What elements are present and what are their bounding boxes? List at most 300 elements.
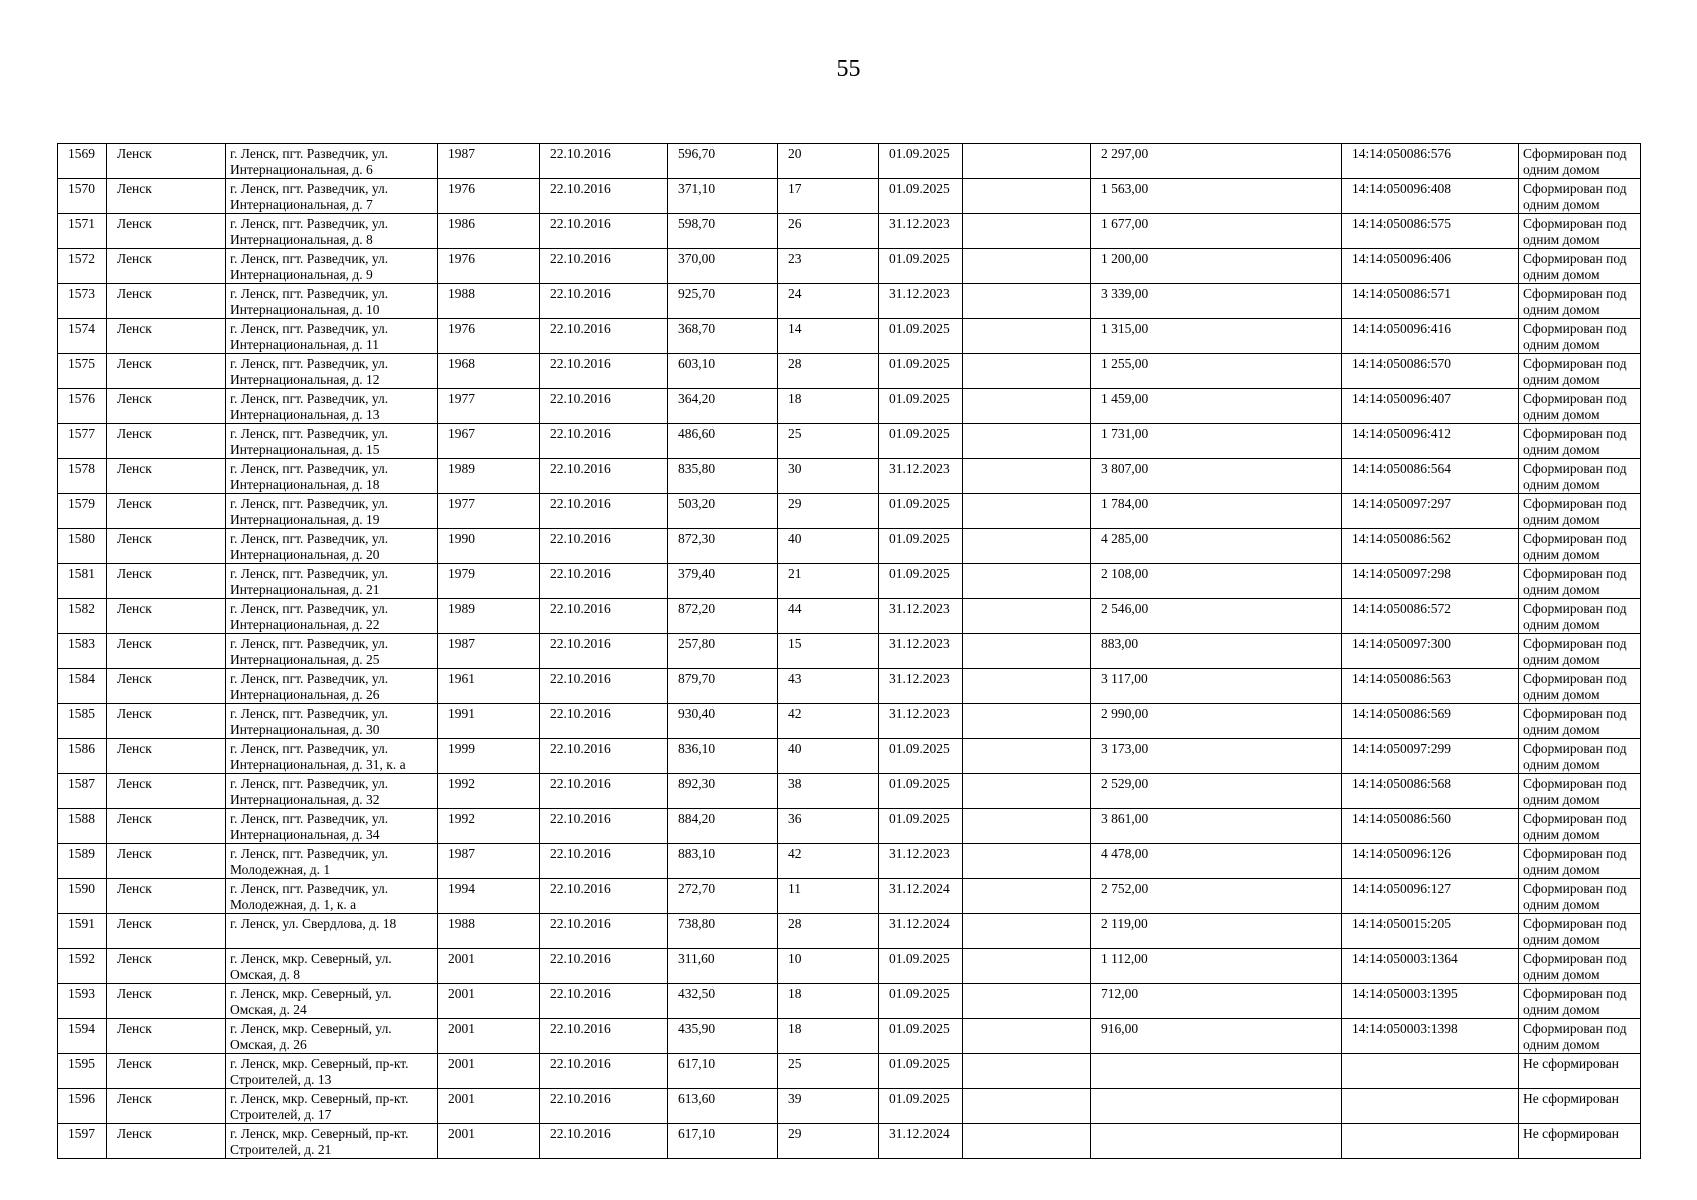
cell-cadastral-number: 14:14:050086:572	[1342, 599, 1519, 634]
cell-row-number: 1574	[58, 319, 107, 354]
cell-empty-column	[963, 1124, 1091, 1159]
cell-build-year: 1961	[438, 669, 540, 704]
cell-build-year: 2001	[438, 949, 540, 984]
cell-row-number: 1572	[58, 249, 107, 284]
cell-date: 22.10.2016	[540, 529, 668, 564]
table-row	[58, 144, 1641, 179]
cell-land-area: 1 731,00	[1091, 424, 1342, 459]
cell-area: 257,80	[668, 634, 778, 669]
cell-address: г. Ленск, пгт. Разведчик, ул. Интернациональная, д. 19	[226, 494, 438, 529]
cell-count: 36	[778, 809, 879, 844]
cell-build-year: 1986	[438, 214, 540, 249]
cell-area: 872,20	[668, 599, 778, 634]
cell-row-number: 1592	[58, 949, 107, 984]
table-row	[58, 389, 1641, 424]
cell-land-area: 2 752,00	[1091, 879, 1342, 914]
cell-address: г. Ленск, мкр. Северный, ул. Омская, д. 24	[226, 984, 438, 1019]
cell-date: 22.10.2016	[540, 669, 668, 704]
cell-deadline-date: 01.09.2025	[879, 389, 963, 424]
cell-cadastral-number	[1342, 1089, 1519, 1124]
cell-build-year: 1989	[438, 459, 540, 494]
cell-deadline-date: 01.09.2025	[879, 1019, 963, 1054]
cell-row-number: 1585	[58, 704, 107, 739]
cell-land-area: 4 285,00	[1091, 529, 1342, 564]
cell-area: 486,60	[668, 424, 778, 459]
cell-date: 22.10.2016	[540, 844, 668, 879]
cell-build-year: 2001	[438, 1054, 540, 1089]
cell-empty-column	[963, 809, 1091, 844]
table-row	[58, 949, 1641, 984]
cell-city: Ленск	[107, 1089, 226, 1124]
cell-area: 883,10	[668, 844, 778, 879]
cell-deadline-date: 31.12.2024	[879, 879, 963, 914]
cell-area: 379,40	[668, 564, 778, 599]
cell-date: 22.10.2016	[540, 704, 668, 739]
cell-area: 596,70	[668, 144, 778, 179]
cell-land-area: 3 861,00	[1091, 809, 1342, 844]
cell-city: Ленск	[107, 249, 226, 284]
cell-build-year: 1967	[438, 424, 540, 459]
cell-cadastral-number: 14:14:050096:408	[1342, 179, 1519, 214]
cell-cadastral-number: 14:14:050003:1398	[1342, 1019, 1519, 1054]
table-row	[58, 319, 1641, 354]
cell-land-area: 1 784,00	[1091, 494, 1342, 529]
table-row	[58, 739, 1641, 774]
cell-date: 22.10.2016	[540, 389, 668, 424]
cell-city: Ленск	[107, 844, 226, 879]
cell-address: г. Ленск, мкр. Северный, ул. Омская, д. 8	[226, 949, 438, 984]
cell-empty-column	[963, 984, 1091, 1019]
cell-cadastral-number: 14:14:050086:560	[1342, 809, 1519, 844]
cell-land-area: 1 255,00	[1091, 354, 1342, 389]
cell-land-area: 3 339,00	[1091, 284, 1342, 319]
cell-address: г. Ленск, пгт. Разведчик, ул. Интернациональная, д. 18	[226, 459, 438, 494]
cell-land-area	[1091, 1089, 1342, 1124]
cell-address: г. Ленск, мкр. Северный, ул. Омская, д. 26	[226, 1019, 438, 1054]
cell-date: 22.10.2016	[540, 599, 668, 634]
cell-area: 370,00	[668, 249, 778, 284]
cell-empty-column	[963, 879, 1091, 914]
cell-land-area	[1091, 1124, 1342, 1159]
cell-land-status: Не сформирован	[1519, 1124, 1641, 1159]
cell-city: Ленск	[107, 1019, 226, 1054]
cell-count: 23	[778, 249, 879, 284]
cell-land-status: Сформирован под одним домом	[1519, 214, 1641, 249]
cell-count: 26	[778, 214, 879, 249]
cell-land-area	[1091, 1054, 1342, 1089]
cell-land-status: Не сформирован	[1519, 1054, 1641, 1089]
cell-count: 29	[778, 494, 879, 529]
cell-city: Ленск	[107, 774, 226, 809]
cell-build-year: 1979	[438, 564, 540, 599]
table-row	[58, 284, 1641, 319]
cell-empty-column	[963, 774, 1091, 809]
cell-row-number: 1587	[58, 774, 107, 809]
cell-address: г. Ленск, пгт. Разведчик, ул. Молодежная, д. 1, к. а	[226, 879, 438, 914]
cell-area: 884,20	[668, 809, 778, 844]
cell-build-year: 1976	[438, 319, 540, 354]
cell-address: г. Ленск, пгт. Разведчик, ул. Интернациональная, д. 8	[226, 214, 438, 249]
cell-empty-column	[963, 284, 1091, 319]
cell-row-number: 1582	[58, 599, 107, 634]
table-body	[58, 144, 1641, 1159]
cell-city: Ленск	[107, 389, 226, 424]
cell-build-year: 1994	[438, 879, 540, 914]
cell-area: 603,10	[668, 354, 778, 389]
cell-deadline-date: 01.09.2025	[879, 179, 963, 214]
cell-land-status: Сформирован под одним домом	[1519, 739, 1641, 774]
cell-cadastral-number: 14:14:050097:299	[1342, 739, 1519, 774]
table-row	[58, 984, 1641, 1019]
cell-land-area: 2 119,00	[1091, 914, 1342, 949]
cell-count: 20	[778, 144, 879, 179]
cell-date: 22.10.2016	[540, 634, 668, 669]
cell-row-number: 1578	[58, 459, 107, 494]
cell-deadline-date: 01.09.2025	[879, 494, 963, 529]
cell-date: 22.10.2016	[540, 774, 668, 809]
cell-date: 22.10.2016	[540, 1054, 668, 1089]
cell-deadline-date: 31.12.2024	[879, 914, 963, 949]
cell-empty-column	[963, 704, 1091, 739]
cell-build-year: 1987	[438, 144, 540, 179]
cell-build-year: 1999	[438, 739, 540, 774]
cell-empty-column	[963, 179, 1091, 214]
cell-cadastral-number: 14:14:050086:576	[1342, 144, 1519, 179]
cell-count: 15	[778, 634, 879, 669]
cell-area: 503,20	[668, 494, 778, 529]
cell-land-status: Сформирован под одним домом	[1519, 774, 1641, 809]
cell-deadline-date: 31.12.2023	[879, 599, 963, 634]
cell-build-year: 1988	[438, 284, 540, 319]
table-row	[58, 669, 1641, 704]
cell-land-status: Сформирован под одним домом	[1519, 319, 1641, 354]
cell-empty-column	[963, 564, 1091, 599]
cell-city: Ленск	[107, 879, 226, 914]
cell-land-area: 916,00	[1091, 1019, 1342, 1054]
cell-cadastral-number: 14:14:050015:205	[1342, 914, 1519, 949]
cell-land-status: Сформирован под одним домом	[1519, 284, 1641, 319]
cell-row-number: 1571	[58, 214, 107, 249]
cell-area: 617,10	[668, 1124, 778, 1159]
cell-land-status: Сформирован под одним домом	[1519, 599, 1641, 634]
cell-date: 22.10.2016	[540, 1089, 668, 1124]
cell-date: 22.10.2016	[540, 354, 668, 389]
cell-date: 22.10.2016	[540, 809, 668, 844]
cell-deadline-date: 01.09.2025	[879, 1054, 963, 1089]
cell-city: Ленск	[107, 669, 226, 704]
cell-row-number: 1589	[58, 844, 107, 879]
cell-build-year: 1968	[438, 354, 540, 389]
cell-row-number: 1586	[58, 739, 107, 774]
cell-address: г. Ленск, пгт. Разведчик, ул. Интернациональная, д. 7	[226, 179, 438, 214]
cell-deadline-date: 31.12.2024	[879, 1124, 963, 1159]
cell-count: 18	[778, 389, 879, 424]
cell-empty-column	[963, 1019, 1091, 1054]
cell-cadastral-number	[1342, 1124, 1519, 1159]
cell-land-status: Сформирован под одним домом	[1519, 564, 1641, 599]
table-row	[58, 634, 1641, 669]
cell-city: Ленск	[107, 739, 226, 774]
cell-empty-column	[963, 424, 1091, 459]
cell-build-year: 1991	[438, 704, 540, 739]
cell-build-year: 1977	[438, 389, 540, 424]
cell-date: 22.10.2016	[540, 564, 668, 599]
cell-count: 10	[778, 949, 879, 984]
cell-count: 40	[778, 739, 879, 774]
cell-empty-column	[963, 1054, 1091, 1089]
cell-city: Ленск	[107, 984, 226, 1019]
cell-city: Ленск	[107, 914, 226, 949]
cell-city: Ленск	[107, 144, 226, 179]
cell-land-area: 1 112,00	[1091, 949, 1342, 984]
cell-count: 21	[778, 564, 879, 599]
cell-empty-column	[963, 739, 1091, 774]
cell-date: 22.10.2016	[540, 424, 668, 459]
cell-land-status: Сформирован под одним домом	[1519, 914, 1641, 949]
cell-land-status: Сформирован под одним домом	[1519, 529, 1641, 564]
cell-row-number: 1593	[58, 984, 107, 1019]
cell-count: 18	[778, 1019, 879, 1054]
cell-area: 892,30	[668, 774, 778, 809]
cell-count: 30	[778, 459, 879, 494]
cell-area: 368,70	[668, 319, 778, 354]
cell-date: 22.10.2016	[540, 1019, 668, 1054]
cell-deadline-date: 01.09.2025	[879, 424, 963, 459]
cell-row-number: 1581	[58, 564, 107, 599]
table-row	[58, 354, 1641, 389]
cell-deadline-date: 01.09.2025	[879, 949, 963, 984]
cell-area: 872,30	[668, 529, 778, 564]
cell-land-area: 2 297,00	[1091, 144, 1342, 179]
table-row	[58, 914, 1641, 949]
cell-date: 22.10.2016	[540, 284, 668, 319]
table-row	[58, 564, 1641, 599]
cell-address: г. Ленск, пгт. Разведчик, ул. Интернациональная, д. 32	[226, 774, 438, 809]
cell-deadline-date: 01.09.2025	[879, 984, 963, 1019]
cell-date: 22.10.2016	[540, 739, 668, 774]
cell-land-area: 883,00	[1091, 634, 1342, 669]
cell-city: Ленск	[107, 1054, 226, 1089]
cell-empty-column	[963, 354, 1091, 389]
cell-empty-column	[963, 319, 1091, 354]
cell-build-year: 1987	[438, 844, 540, 879]
cell-deadline-date: 01.09.2025	[879, 774, 963, 809]
cell-row-number: 1597	[58, 1124, 107, 1159]
cell-area: 613,60	[668, 1089, 778, 1124]
cell-row-number: 1576	[58, 389, 107, 424]
cell-empty-column	[963, 914, 1091, 949]
cell-date: 22.10.2016	[540, 249, 668, 284]
cell-cadastral-number: 14:14:050086:564	[1342, 459, 1519, 494]
table-row	[58, 1019, 1641, 1054]
cell-empty-column	[963, 214, 1091, 249]
cell-city: Ленск	[107, 319, 226, 354]
register-table	[57, 143, 1641, 1159]
cell-cadastral-number: 14:14:050086:568	[1342, 774, 1519, 809]
cell-build-year: 1990	[438, 529, 540, 564]
cell-row-number: 1570	[58, 179, 107, 214]
cell-cadastral-number: 14:14:050096:412	[1342, 424, 1519, 459]
cell-area: 930,40	[668, 704, 778, 739]
cell-land-status: Сформирован под одним домом	[1519, 459, 1641, 494]
cell-row-number: 1575	[58, 354, 107, 389]
cell-row-number: 1569	[58, 144, 107, 179]
cell-deadline-date: 01.09.2025	[879, 809, 963, 844]
cell-build-year: 1977	[438, 494, 540, 529]
cell-build-year: 1976	[438, 179, 540, 214]
cell-build-year: 2001	[438, 1124, 540, 1159]
cell-cadastral-number: 14:14:050086:575	[1342, 214, 1519, 249]
cell-land-area: 3 807,00	[1091, 459, 1342, 494]
cell-address: г. Ленск, пгт. Разведчик, ул. Интернациональная, д. 34	[226, 809, 438, 844]
cell-row-number: 1579	[58, 494, 107, 529]
table-row	[58, 424, 1641, 459]
table-row	[58, 459, 1641, 494]
cell-cadastral-number: 14:14:050096:416	[1342, 319, 1519, 354]
cell-address: г. Ленск, мкр. Северный, пр-кт. Строителей, д. 13	[226, 1054, 438, 1089]
cell-land-status: Сформирован под одним домом	[1519, 879, 1641, 914]
cell-row-number: 1583	[58, 634, 107, 669]
cell-land-area: 712,00	[1091, 984, 1342, 1019]
table-row	[58, 774, 1641, 809]
cell-deadline-date: 31.12.2023	[879, 704, 963, 739]
cell-city: Ленск	[107, 564, 226, 599]
cell-city: Ленск	[107, 704, 226, 739]
cell-land-status: Сформирован под одним домом	[1519, 984, 1641, 1019]
cell-address: г. Ленск, мкр. Северный, пр-кт. Строителей, д. 17	[226, 1089, 438, 1124]
cell-address: г. Ленск, пгт. Разведчик, ул. Интернациональная, д. 25	[226, 634, 438, 669]
cell-row-number: 1594	[58, 1019, 107, 1054]
cell-city: Ленск	[107, 1124, 226, 1159]
cell-cadastral-number: 14:14:050086:571	[1342, 284, 1519, 319]
cell-cadastral-number: 14:14:050097:298	[1342, 564, 1519, 599]
cell-city: Ленск	[107, 354, 226, 389]
cell-land-status: Сформирован под одним домом	[1519, 249, 1641, 284]
cell-date: 22.10.2016	[540, 1124, 668, 1159]
cell-deadline-date: 31.12.2023	[879, 214, 963, 249]
cell-land-area: 3 117,00	[1091, 669, 1342, 704]
table-row	[58, 1054, 1641, 1089]
cell-deadline-date: 01.09.2025	[879, 144, 963, 179]
cell-empty-column	[963, 1089, 1091, 1124]
cell-row-number: 1577	[58, 424, 107, 459]
cell-deadline-date: 01.09.2025	[879, 354, 963, 389]
table-row	[58, 249, 1641, 284]
cell-land-area: 2 108,00	[1091, 564, 1342, 599]
cell-count: 11	[778, 879, 879, 914]
table-row	[58, 529, 1641, 564]
cell-build-year: 1987	[438, 634, 540, 669]
cell-address: г. Ленск, пгт. Разведчик, ул. Интернациональная, д. 26	[226, 669, 438, 704]
cell-row-number: 1590	[58, 879, 107, 914]
cell-count: 44	[778, 599, 879, 634]
cell-land-status: Сформирован под одним домом	[1519, 669, 1641, 704]
cell-deadline-date: 01.09.2025	[879, 249, 963, 284]
cell-empty-column	[963, 494, 1091, 529]
cell-deadline-date: 31.12.2023	[879, 669, 963, 704]
cell-address: г. Ленск, пгт. Разведчик, ул. Интернациональная, д. 6	[226, 144, 438, 179]
cell-count: 18	[778, 984, 879, 1019]
cell-count: 42	[778, 704, 879, 739]
cell-empty-column	[963, 529, 1091, 564]
cell-land-status: Сформирован под одним домом	[1519, 424, 1641, 459]
cell-city: Ленск	[107, 599, 226, 634]
cell-area: 835,80	[668, 459, 778, 494]
cell-address: г. Ленск, ул. Свердлова, д. 18	[226, 914, 438, 949]
cell-area: 925,70	[668, 284, 778, 319]
cell-build-year: 1989	[438, 599, 540, 634]
cell-build-year: 1976	[438, 249, 540, 284]
cell-build-year: 2001	[438, 1019, 540, 1054]
cell-address: г. Ленск, пгт. Разведчик, ул. Интернациональная, д. 13	[226, 389, 438, 424]
cell-count: 39	[778, 1089, 879, 1124]
cell-area: 435,90	[668, 1019, 778, 1054]
cell-cadastral-number: 14:14:050086:562	[1342, 529, 1519, 564]
cell-cadastral-number	[1342, 1054, 1519, 1089]
cell-land-status: Сформирован под одним домом	[1519, 634, 1641, 669]
cell-count: 38	[778, 774, 879, 809]
cell-count: 29	[778, 1124, 879, 1159]
cell-address: г. Ленск, пгт. Разведчик, ул. Интернациональная, д. 9	[226, 249, 438, 284]
cell-city: Ленск	[107, 634, 226, 669]
cell-count: 28	[778, 914, 879, 949]
cell-address: г. Ленск, пгт. Разведчик, ул. Молодежная, д. 1	[226, 844, 438, 879]
cell-address: г. Ленск, пгт. Разведчик, ул. Интернациональная, д. 11	[226, 319, 438, 354]
cell-empty-column	[963, 634, 1091, 669]
cell-cadastral-number: 14:14:050096:126	[1342, 844, 1519, 879]
cell-count: 25	[778, 424, 879, 459]
table-row	[58, 494, 1641, 529]
cell-city: Ленск	[107, 424, 226, 459]
cell-build-year: 1992	[438, 809, 540, 844]
table-row	[58, 844, 1641, 879]
cell-date: 22.10.2016	[540, 879, 668, 914]
cell-land-status: Сформирован под одним домом	[1519, 949, 1641, 984]
cell-land-status: Сформирован под одним домом	[1519, 844, 1641, 879]
cell-land-area: 2 546,00	[1091, 599, 1342, 634]
cell-row-number: 1584	[58, 669, 107, 704]
cell-deadline-date: 31.12.2023	[879, 634, 963, 669]
cell-city: Ленск	[107, 284, 226, 319]
cell-land-area: 2 990,00	[1091, 704, 1342, 739]
cell-city: Ленск	[107, 949, 226, 984]
cell-count: 42	[778, 844, 879, 879]
cell-date: 22.10.2016	[540, 914, 668, 949]
cell-deadline-date: 31.12.2023	[879, 459, 963, 494]
cell-build-year: 1992	[438, 774, 540, 809]
cell-build-year: 2001	[438, 984, 540, 1019]
cell-cadastral-number: 14:14:050097:300	[1342, 634, 1519, 669]
cell-city: Ленск	[107, 214, 226, 249]
cell-count: 24	[778, 284, 879, 319]
cell-row-number: 1580	[58, 529, 107, 564]
cell-area: 738,80	[668, 914, 778, 949]
cell-deadline-date: 01.09.2025	[879, 739, 963, 774]
cell-count: 40	[778, 529, 879, 564]
cell-date: 22.10.2016	[540, 214, 668, 249]
cell-deadline-date: 01.09.2025	[879, 529, 963, 564]
cell-area: 311,60	[668, 949, 778, 984]
cell-empty-column	[963, 459, 1091, 494]
cell-cadastral-number: 14:14:050086:569	[1342, 704, 1519, 739]
table-row	[58, 1124, 1641, 1159]
cell-row-number: 1588	[58, 809, 107, 844]
cell-address: г. Ленск, пгт. Разведчик, ул. Интернациональная, д. 10	[226, 284, 438, 319]
cell-date: 22.10.2016	[540, 949, 668, 984]
cell-empty-column	[963, 949, 1091, 984]
cell-cadastral-number: 14:14:050096:127	[1342, 879, 1519, 914]
cell-area: 836,10	[668, 739, 778, 774]
